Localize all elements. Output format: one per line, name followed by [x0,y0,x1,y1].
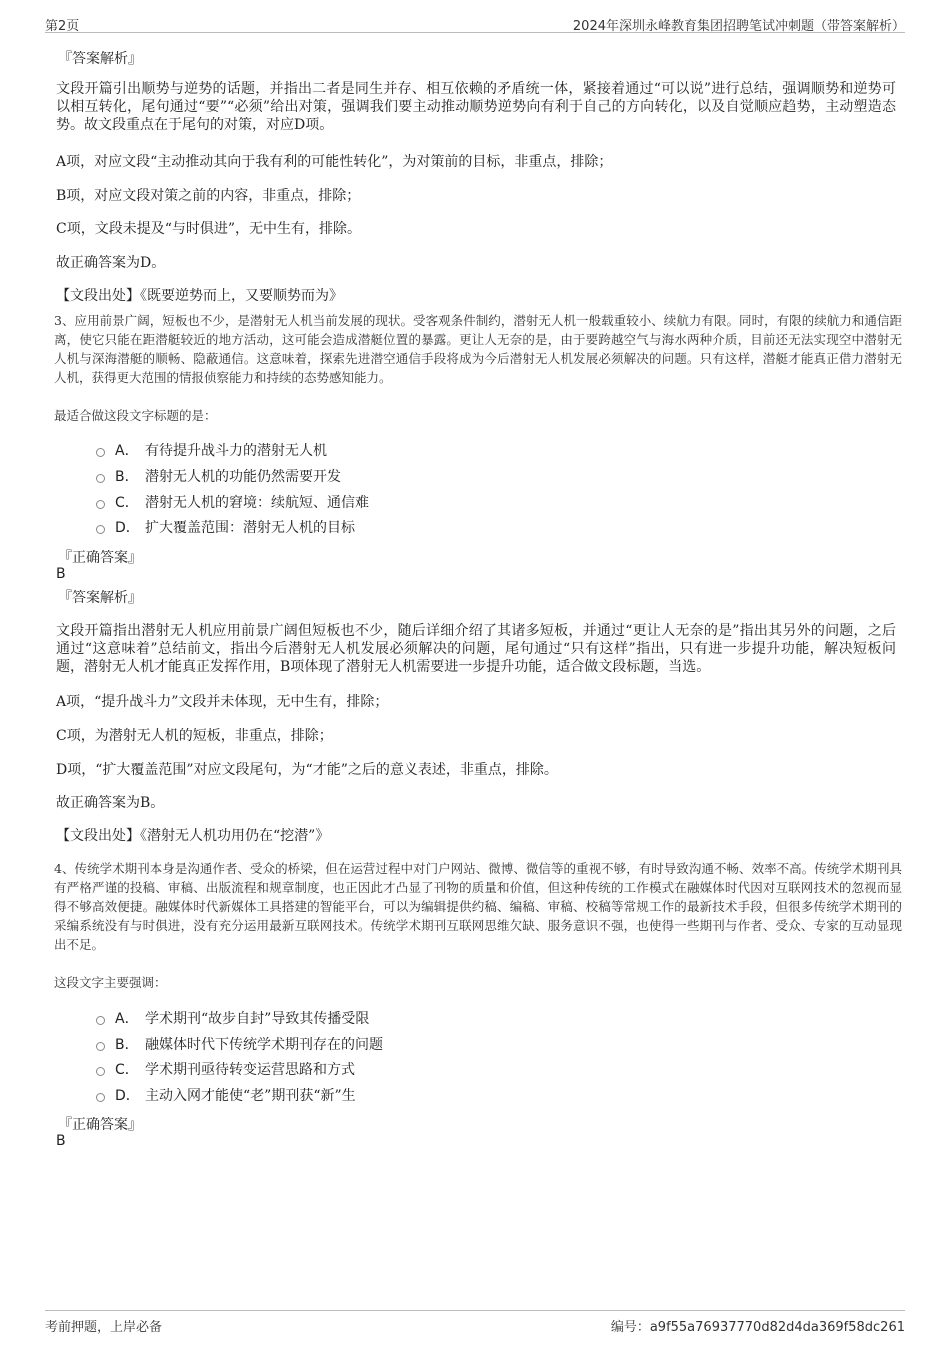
correct-answer: B [56,566,66,582]
text-source: 【文段出处】《既要逆势而上，又要顺势而为》 [56,288,343,304]
question-4-option-a[interactable]: A． 学术期刊“故步自封”导致其传播受限 [96,1008,369,1028]
question-4-option-b[interactable]: B． 融媒体时代下传统学术期刊存在的问题 [96,1034,383,1054]
analysis-conclusion: 故正确答案为B。 [56,795,165,811]
radio-icon[interactable] [96,474,105,483]
analysis-label: 『答案解析』 [58,51,142,67]
radio-icon[interactable] [96,1067,105,1076]
footer-slogan: 考前押题，上岸必备 [45,1320,163,1335]
radio-icon[interactable] [96,448,105,457]
correct-answer: B [56,1133,66,1149]
analysis-text: 文段开篇指出潜射无人机应用前景广阔但短板也不少，随后详细介绍了其诸多短板，并通过“更让人无奈的是”指出其另外的问题，之后通过“这意味着”总结前文，指出今后潜射无人机发展必须解决的问题，尾句通过“只有这样”指出，只有进一步提升功能，解决短板问题，潜射无人机才能真正发挥作用，B项体现了潜射无人机需要进一步提升功能，适合做文段标题，当选。 [56,623,896,675]
correct-answer-label: 『正确答案』 [58,1117,142,1133]
analysis-text: 文段开篇引出顺势与逆势的话题，并指出二者是同生并存、相互依赖的矛盾统一体，紧接着通过“可以说”进行总结，强调顺势和逆势可以相互转化，尾句通过“要”“必须”给出对策，强调我们要主动推动顺势逆势向有利于自己的方向转化，以及自觉顺应趋势，主动塑造态势。故文段重点在于尾句的对策，对应D项。 [56,81,896,133]
correct-answer-label: 『正确答案』 [58,550,142,566]
question-4-option-d[interactable]: D． 主动入网才能使“老”期刊获“新”生 [96,1085,356,1105]
question-3-option-c[interactable]: C． 潜射无人机的窘境：续航短、通信难 [96,492,369,512]
page-footer [45,1310,905,1335]
radio-icon[interactable] [96,1093,105,1102]
question-3-option-b[interactable]: B． 潜射无人机的功能仍然需要开发 [96,466,341,486]
document-title: 2024年深圳永峰教育集团招聘笔试冲刺题（带答案解析） [572,19,905,34]
page-number: 第2页 [45,19,80,34]
radio-icon[interactable] [96,1016,105,1025]
analysis-option-c: C项，文段未提及“与时俱进”，无中生有，排除。 [56,221,362,237]
question-3-option-d[interactable]: D． 扩大覆盖范围：潜射无人机的目标 [96,517,355,537]
analysis-option-b: B项，对应文段对策之前的内容，非重点，排除； [56,188,361,204]
question-3-prompt: 最适合做这段文字标题的是： [54,408,217,423]
radio-icon[interactable] [96,1042,105,1051]
analysis-label: 『答案解析』 [58,590,142,606]
analysis-option-a: A项，“提升战斗力”文段并未体现，无中生有，排除； [56,694,389,710]
page-header [45,12,905,33]
radio-icon[interactable] [96,525,105,534]
analysis-option-c: C项，为潜射无人机的短板，非重点，排除； [56,728,333,744]
document-id: 编号：a9f55a76937770d82d4da369f58dc261 [610,1320,905,1335]
radio-icon[interactable] [96,500,105,509]
analysis-option-a: A项，对应文段“主动推动其向于我有利的可能性转化”，为对策前的目标，非重点，排除； [56,154,613,170]
analysis-conclusion: 故正确答案为D。 [56,255,166,271]
question-3-text: 3、应用前景广阔，短板也不少，是潜射无人机当前发展的现状。受客观条件制约，潜射无人机一般载重较小、续航力有限。同时，有限的续航力和通信距离，使它只能在距潜艇较近的地方活动，这可能会造成潜艇位置的暴露。更让人无奈的是，由于要跨越空气与海水两种介质，目前还无法实现空中潜射无人机与深海潜艇的顺畅、隐蔽通信。这意味着，探索先进潜空通信手段将成为今后潜射无人机发展必须解决的问题。只有这样，潜艇才能真正借力潜射无人机，获得更大范围的情报侦察能力和持续的态势感知能力。 [54,313,902,385]
analysis-option-d: D项，“扩大覆盖范围”对应文段尾句，为“才能”之后的意义表述，非重点，排除。 [56,762,558,778]
question-3-option-a[interactable]: A． 有待提升战斗力的潜射无人机 [96,440,327,460]
question-4-prompt: 这段文字主要强调： [54,975,167,990]
question-4-text: 4、传统学术期刊本身是沟通作者、受众的桥梁，但在运营过程中对门户网站、微博、微信等的重视不够，有时导致沟通不畅、效率不高。传统学术期刊具有严格严谨的投稿、审稿、出版流程和规章制度，也正因此才凸显了刊物的质量和价值，但这种传统的工作模式在融媒体时代因对互联网技术的忽视而显得不够高效便捷。融媒体时代新媒体工具搭建的智能平台，可以为编辑提供约稿、编稿、审稿、校稿等常规工作的最新技术手段，但很多传统学术期刊的采编系统没有与时俱进，没有充分运用最新互联网技术。传统学术期刊互联网思维欠缺、服务意识不强，也使得一些期刊与作者、受众、专家的互动显现出不足。 [54,861,902,952]
question-4-option-c[interactable]: C． 学术期刊亟待转变运营思路和方式 [96,1059,355,1079]
text-source: 【文段出处】《潜射无人机功用仍在“挖潜”》 [56,828,330,844]
